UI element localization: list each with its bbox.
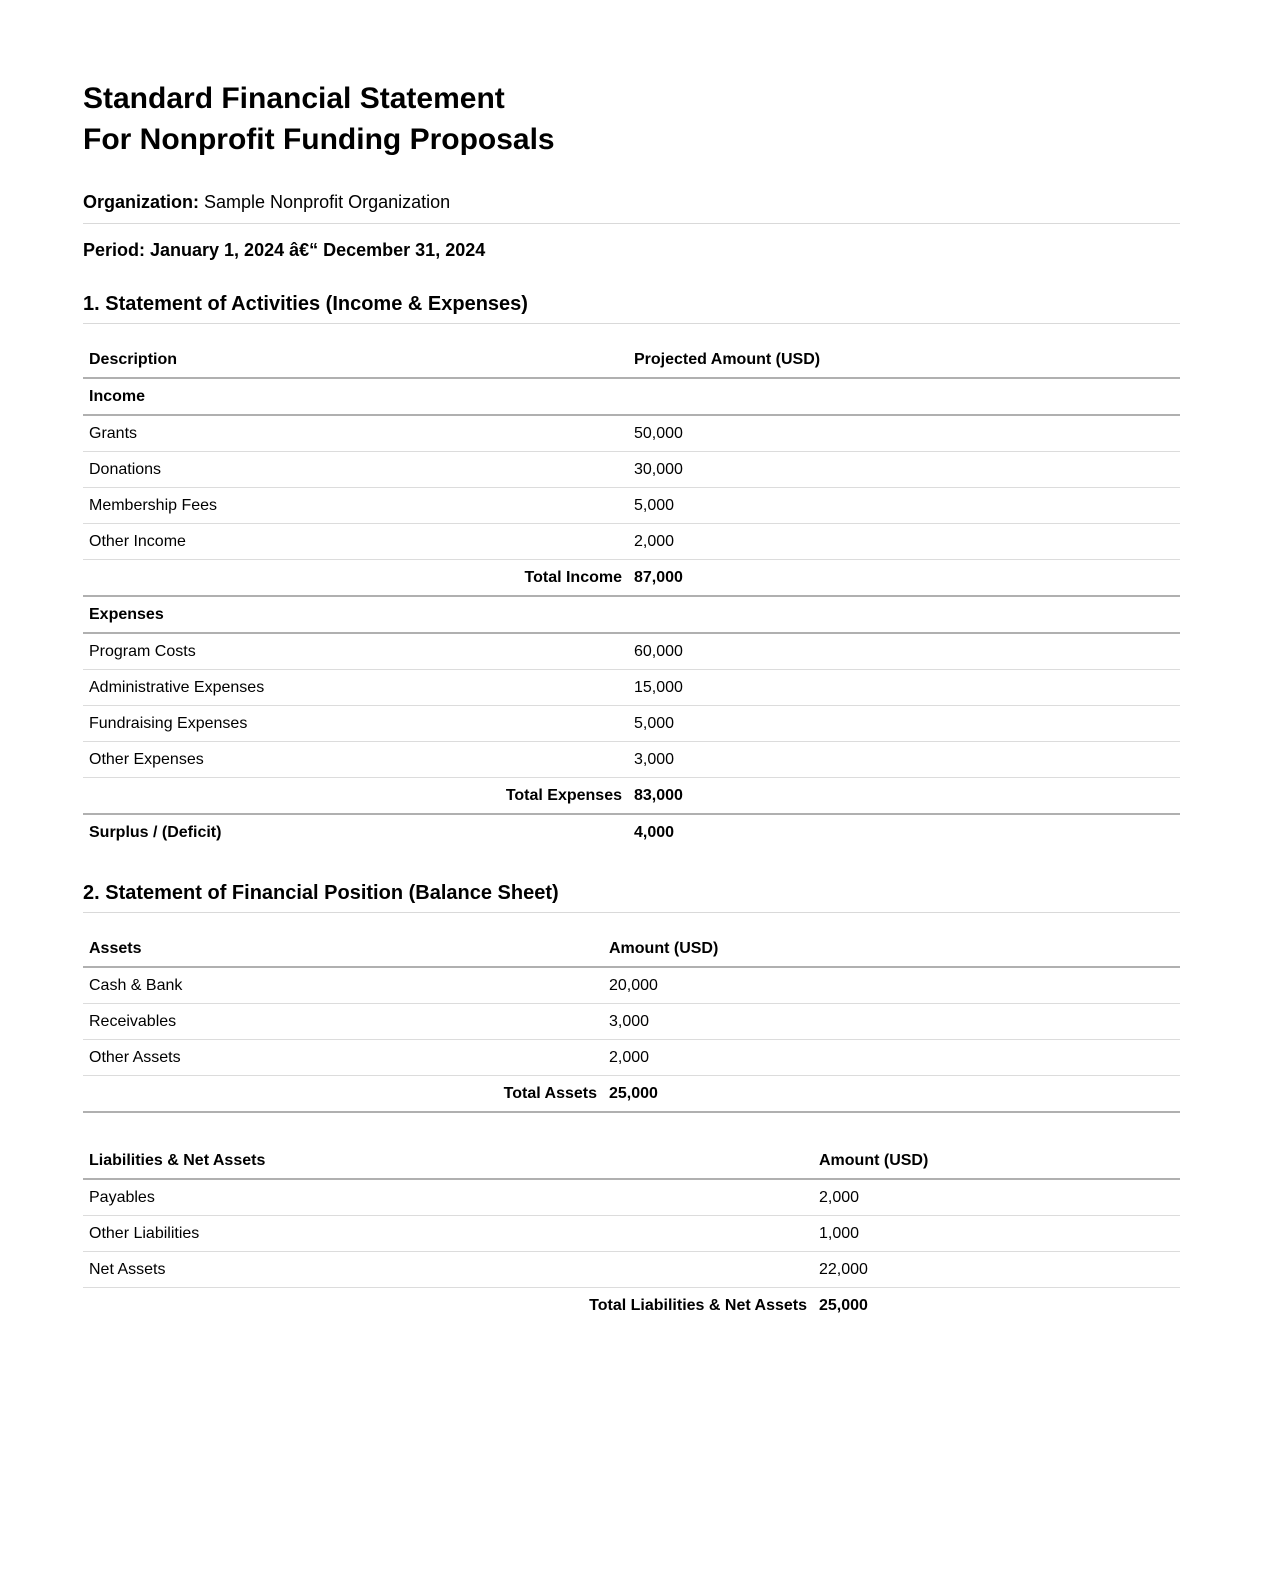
row-label: Fundraising Expenses [83, 706, 628, 742]
column-header: Amount (USD) [603, 931, 1180, 967]
liabilities-table [83, 1143, 1180, 1323]
row-value: 83,000 [628, 778, 1180, 815]
row-value: 15,000 [628, 670, 1180, 706]
document-title-line-1: Standard Financial Statement [83, 82, 505, 115]
row-label: Total Expenses [83, 778, 628, 815]
table-row [83, 415, 1180, 452]
row-label: Receivables [83, 1004, 603, 1040]
row-label: Other Assets [83, 1040, 603, 1076]
row-label: Expenses [83, 596, 628, 633]
row-value: 2,000 [603, 1040, 1180, 1076]
row-label: Other Liabilities [83, 1216, 813, 1252]
table-header-row [83, 931, 1180, 967]
document-page [83, 0, 1180, 1323]
row-value [628, 378, 1180, 415]
table-row [83, 1040, 1180, 1076]
table-row [83, 488, 1180, 524]
row-value: 1,000 [813, 1216, 1180, 1252]
row-value: 5,000 [628, 488, 1180, 524]
row-label: Total Income [83, 560, 628, 597]
table-row [83, 560, 1180, 597]
table-header-row [83, 342, 1180, 378]
assets-table [83, 931, 1180, 1113]
organization-label: Organization: [83, 192, 199, 212]
table-row [83, 742, 1180, 778]
row-label: Total Liabilities & Net Assets [589, 1296, 807, 1314]
row-value: 25,000 [819, 1296, 868, 1314]
row-value [628, 596, 1180, 633]
column-header: Liabilities & Net Assets [83, 1143, 813, 1179]
table-row [83, 967, 1180, 1004]
row-value: 3,000 [603, 1004, 1180, 1040]
row-value: 4,000 [634, 823, 675, 841]
row-label: Other Expenses [83, 742, 628, 778]
document-title-line-2: For Nonprofit Funding Proposals [83, 123, 555, 156]
table-header-row [83, 1143, 1180, 1179]
activities-table [83, 342, 1180, 850]
table-row [83, 452, 1180, 488]
row-label: Surplus / (Deficit) [89, 823, 222, 841]
row-label: Cash & Bank [83, 967, 603, 1004]
row-value: 30,000 [628, 452, 1180, 488]
row-value: 3,000 [628, 742, 1180, 778]
table-row [83, 633, 1180, 670]
row-value: 2,000 [813, 1179, 1180, 1216]
table-row [83, 1252, 1180, 1288]
row-label: Net Assets [83, 1252, 813, 1288]
row-label: Membership Fees [83, 488, 628, 524]
table-row [83, 1288, 1180, 1324]
period-line: Period: January 1, 2024 â€“ December 31, 2024 [83, 240, 486, 260]
table-row [83, 1216, 1180, 1252]
row-label: Administrative Expenses [83, 670, 628, 706]
table-row [83, 814, 1180, 850]
document-title [83, 78, 1180, 160]
row-label: Other Income [83, 524, 628, 560]
table-row [83, 778, 1180, 815]
row-value: 60,000 [628, 633, 1180, 670]
row-value: 87,000 [628, 560, 1180, 597]
organization-line [83, 192, 1180, 224]
column-header: Amount (USD) [813, 1143, 1180, 1179]
section-heading-activities: 1. Statement of Activities (Income & Expenses) [83, 293, 1180, 324]
organization-value: Sample Nonprofit Organization [204, 192, 451, 212]
section-heading-balance-sheet: 2. Statement of Financial Position (Balance Sheet) [83, 882, 1180, 913]
table-row [83, 524, 1180, 560]
table-row [83, 706, 1180, 742]
row-value: 5,000 [628, 706, 1180, 742]
row-label: Income [83, 378, 628, 415]
row-value: 2,000 [628, 524, 1180, 560]
table-row [83, 670, 1180, 706]
row-value: 22,000 [813, 1252, 1180, 1288]
table-row [83, 1179, 1180, 1216]
column-header: Projected Amount (USD) [628, 342, 1180, 378]
row-label: Payables [83, 1179, 813, 1216]
table-row [83, 378, 1180, 415]
row-value: 25,000 [603, 1076, 1180, 1113]
row-value: 50,000 [628, 415, 1180, 452]
row-label: Program Costs [83, 633, 628, 670]
table-row [83, 596, 1180, 633]
row-label: Total Assets [83, 1076, 603, 1113]
row-label: Grants [83, 415, 628, 452]
table-row [83, 1004, 1180, 1040]
column-header: Description [83, 342, 628, 378]
column-header: Assets [83, 931, 603, 967]
row-label: Donations [83, 452, 628, 488]
table-row [83, 1076, 1180, 1113]
row-value: 20,000 [603, 967, 1180, 1004]
